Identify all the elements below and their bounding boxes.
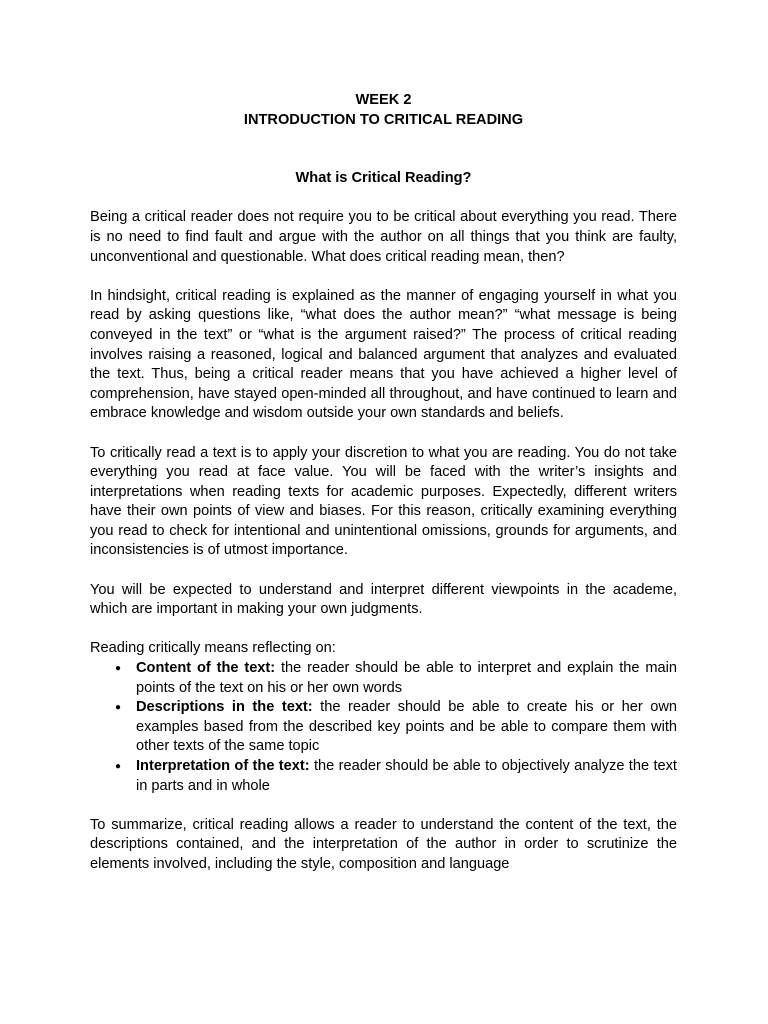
list-item-interpretation: [90, 757, 677, 796]
reflection-list: [90, 659, 677, 796]
bullet-icon: ●: [115, 702, 122, 714]
paragraph-discretion: To critically read a text is to apply your discretion to what you are reading. You do not take everything you read at face value. You will be faced with the writer’s insights and interpretations when reading texts for academic purposes. Expectedly, different writers have their own points of view and biases. For this reason, critically examining everything you read to check for intentional and unintentional omissions, grounds for arguments, and inconsistencies is of utmost importance.: [90, 444, 677, 559]
list-intro: Reading critically means reflecting on:: [90, 640, 336, 657]
list-item-term: Descriptions in the text:: [136, 699, 313, 716]
week-label: WEEK 2: [355, 92, 412, 108]
page-title: INTRODUCTION TO CRITICAL READING: [243, 111, 524, 128]
section-heading: What is Critical Reading?: [295, 170, 472, 187]
list-item-text: the reader should be able to create his or her own examples based from the described key points and be able to compare them with other texts of the same topic: [136, 699, 677, 755]
paragraph-summary: To summarize, critical reading allows a reader to understand the content of the text, the descriptions contained, and the interpretation of the author in order to scrutinize the elements involved, including the style, composition and language: [90, 816, 677, 872]
paragraph-viewpoints: You will be expected to understand and interpret different viewpoints in the academe, which are important in making your own judgments.: [90, 581, 677, 618]
list-item-content: [90, 659, 677, 698]
list-item-term: Interpretation of the text:: [136, 758, 310, 774]
list-item-descriptions: [90, 698, 677, 757]
bullet-icon: ●: [115, 761, 122, 772]
list-item-text: the reader should be able to objectively analyze the text in parts and in whole: [136, 758, 677, 794]
list-item-text: the reader should be able to interpret and explain the main points of the text on his or her own words: [136, 660, 677, 696]
list-item-term: Content of the text:: [136, 660, 276, 677]
bullet-icon: ●: [115, 663, 122, 675]
paragraph-intro: Being a critical reader does not require you to be critical about everything you read. There is no need to find fault and argue with the author on all things that you think are faulty, unconventional and questionable. What does critical reading mean, then?: [90, 209, 677, 265]
document-page: [90, 91, 677, 875]
paragraph-hindsight: In hindsight, critical reading is explained as the manner of engaging yourself in what you read by asking questions like, “what does the author mean?” “what message is being conveyed in the text” or “what is the argument raised?” The process of critical reading involves raising a reasoned, logical and balanced argument that analyzes and evaluated the text. Thus, being a critical reader means that you have achieved a higher level of comprehension, have stayed open-minded all throughout, and have continued to learn and embrace knowledge and wisdom outside your own standards and beliefs.: [90, 287, 677, 422]
